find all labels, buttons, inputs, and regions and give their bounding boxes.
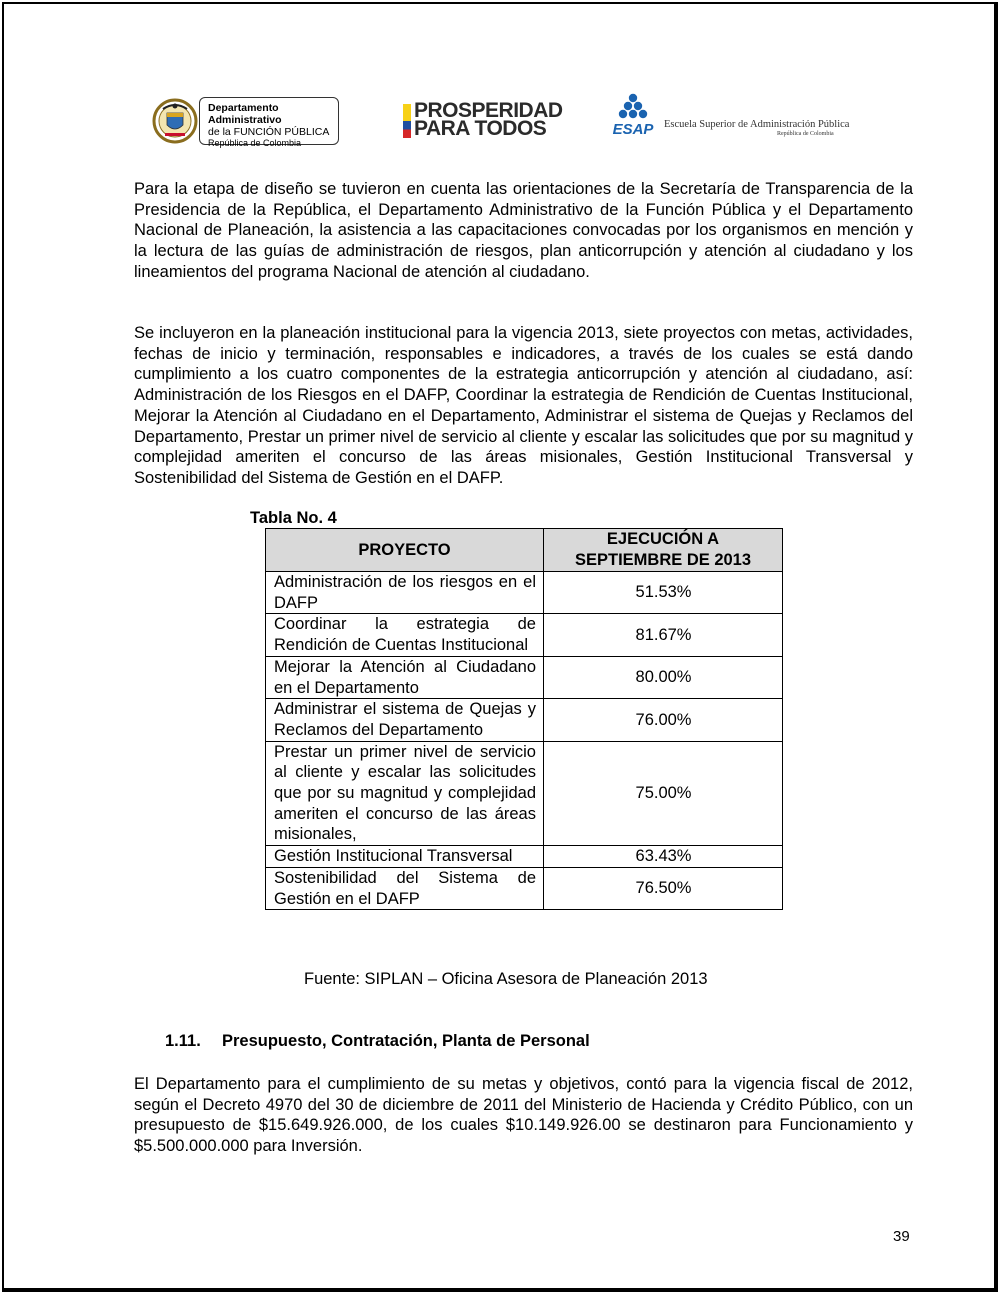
esap-name: Escuela Superior de Administración Pública	[664, 119, 850, 130]
table-row	[266, 572, 783, 614]
table-row	[266, 699, 783, 741]
prosperidad-logo	[403, 99, 563, 142]
table-row	[266, 656, 783, 698]
esap-emblem-icon	[607, 92, 663, 140]
prosperidad-text	[414, 99, 563, 140]
prosperidad-line1: PROSPERIDAD	[414, 99, 563, 122]
table-header-row	[266, 529, 783, 572]
paragraph-budget: El Departamento para el cumplimiento de su metas y objetivos, contó para la vigencia fiscal de 2012, según el Decreto 4970 del 30 de diciembre de 2011 del Ministerio de Hacienda y Crédito Público, con un presupuesto de $15.649.926.000, de los cuales $10.149.926.00 se destinaron para Funcionamiento y $5.500.000.000 para Inversión.	[134, 1075, 913, 1156]
paragraph-projects: Se incluyeron en la planeación institucional para la vigencia 2013, siete proyectos con metas, actividades, fechas de inicio y terminación, responsables e indicadores, a través de los cuales se está dando cumplimiento a los cuatro componentes de la estrategia anticorrupción y atención al ciudadano, así: Administración de los Riesgos en el DAFP, Coordinar la estrategia de Rendición de Cuentas Institucional, Mejorar la Atención al Ciudadano en el Departamento, Administrar el sistema de Quejas y Reclamos del Departamento, Prestar un primer nivel de servicio al cliente y escalar las solicitudes que por su magnitud y complejidad ameriten el concurso de las áreas misionales, Gestión Institucional Transversal y Sostenibilidad del Sistema de Gestión en el DAFP.	[134, 324, 913, 487]
page-number: 39	[893, 1228, 910, 1245]
colombia-coat-of-arms-icon	[152, 95, 198, 147]
header-execution-line1: EJECUCIÓN A	[606, 530, 720, 549]
row-project: Gestión Institucional Transversal	[266, 846, 544, 868]
paragraph-design-stage: Para la etapa de diseño se tuvieron en cuenta las orientaciones de la Secretaría de Transparencia de la Presidencia de la República, el Departamento Administrativo de la Función Pública y el Departamento Nacional de Planeación, la asistencia a las capacitaciones convocadas por los organismos en mención y la lectura de las guías de administración de riesgos, plan anticorrupción y atención al ciudadano y los lineamientos del programa Nacional de atención al ciudadano.	[134, 180, 913, 281]
prosperidad-line2: PARA TODOS	[414, 117, 547, 140]
table-row	[266, 846, 783, 868]
section-number: 1.11.	[165, 1032, 201, 1050]
section-title: Presupuesto, Contratación, Planta de Personal	[222, 1032, 590, 1050]
table-row	[266, 741, 783, 846]
row-project: Administración de los riesgos en el DAFP	[266, 572, 544, 614]
row-project: Coordinar la estrategia de Rendición de Cuentas Institucional	[266, 614, 544, 656]
row-value: 76.50%	[544, 867, 783, 909]
row-project: Administrar el sistema de Quejas y Reclamos del Departamento	[266, 699, 544, 741]
document-page	[2, 2, 998, 1292]
dafp-line1: Departamento Administrativo	[208, 102, 282, 126]
dafp-logo	[149, 95, 341, 147]
colombia-flag-bar-icon	[403, 104, 411, 138]
esap-acronym: ESAP	[612, 121, 654, 138]
table-row	[266, 867, 783, 909]
row-value: 63.43%	[544, 846, 783, 868]
table-source: Fuente: SIPLAN – Oficina Asesora de Planeación 2013	[304, 970, 708, 988]
row-project: Prestar un primer nivel de servicio al cliente y escalar las solicitudes que por su magnitud y complejidad ameriten el concurso de las áreas misionales,	[266, 741, 544, 846]
execution-table	[265, 528, 783, 910]
dafp-line2	[208, 126, 338, 138]
row-value: 76.00%	[544, 699, 783, 741]
esap-country: República de Colombia	[777, 131, 834, 137]
row-value: 51.53%	[544, 572, 783, 614]
dafp-line3: República de Colombia	[208, 138, 302, 148]
header-execution-line2: SEPTIEMBRE DE 2013	[574, 551, 752, 569]
row-value: 75.00%	[544, 741, 783, 846]
table-caption: Tabla No. 4	[250, 509, 337, 527]
section-heading	[165, 1032, 590, 1051]
dafp-name-box	[199, 97, 339, 148]
row-value: 81.67%	[544, 614, 783, 656]
esap-logo	[607, 92, 850, 142]
header-execution	[544, 529, 783, 572]
header-project	[266, 529, 544, 572]
row-value: 80.00%	[544, 656, 783, 698]
table-row	[266, 614, 783, 656]
row-project: Mejorar la Atención al Ciudadano en el Departamento	[266, 656, 544, 698]
header-project-text: PROYECTO	[358, 540, 451, 559]
row-project: Sostenibilidad del Sistema de Gestión en el DAFP	[266, 867, 544, 909]
dafp-line2-text: de la FUNCIÓN PÚBLICA	[208, 126, 330, 138]
